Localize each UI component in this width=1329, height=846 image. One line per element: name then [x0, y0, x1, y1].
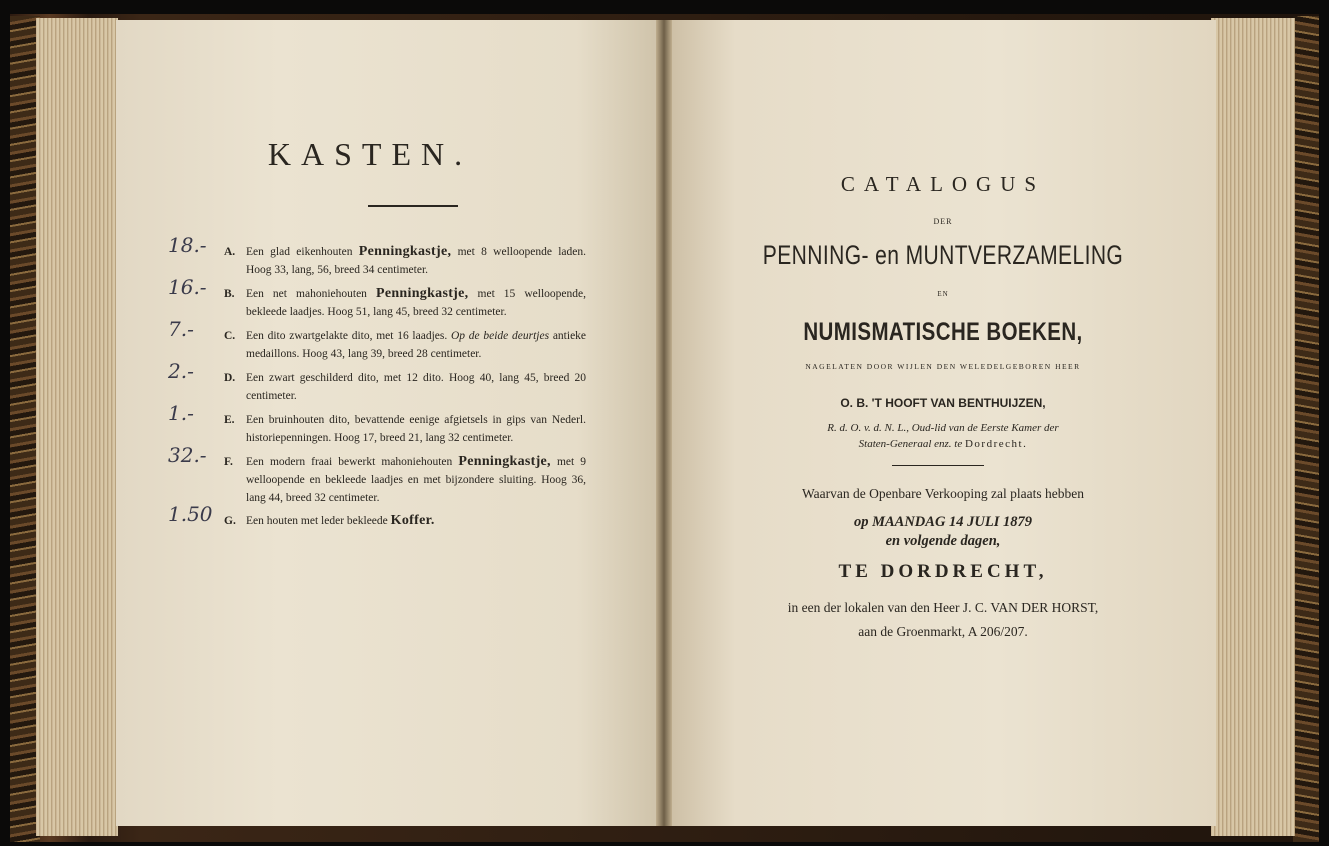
auction-date: op MAANDAG 14 JULI 1879 en volgende dagen,: [853, 514, 1033, 549]
auction-notice: Waarvan de Openbare Verkooping zal plaats hebben: [801, 486, 1085, 501]
entry-text: Een modern fraai bewerkt mahoniehouten Penningkastje, met 9 welloopende en bekleede laadjes en met bijzondere sluiting. Hoog 36, lang 44, breed 32 centimeter.: [246, 454, 587, 504]
page-edges-left: [36, 18, 118, 836]
nagelaten-line: NAGELATEN DOOR WIJLEN DEN WELEDELGEBOREN HEER: [805, 362, 1081, 371]
entry-text: Een zwart geschilderd dito, met 12 dito. Hoog 40, lang 45, breed 20 centimeter.: [246, 372, 586, 402]
entry-letter: A.: [224, 246, 236, 258]
page-edges-right: [1211, 18, 1295, 836]
handwritten-price: 7.-: [168, 317, 194, 341]
entry-letter: D.: [224, 372, 236, 384]
entry-letter: E.: [224, 414, 235, 426]
owner-name: O. B. 'T HOOFT VAN BENTHUIJZEN,: [840, 396, 1046, 410]
entry-letter: B.: [224, 288, 235, 300]
entry-text: Een glad eikenhouten Penningkastje, met 8 welloopende laden. Hoog 33, lang, 56, breed 34 centimeter.: [246, 244, 586, 276]
entry-letter: F.: [224, 456, 233, 468]
divider-rule: [892, 465, 984, 466]
entry-letter: G.: [224, 515, 236, 527]
handwritten-price: 32.-: [168, 443, 207, 467]
handwritten-price: 1.50: [168, 502, 213, 526]
der-label: DER: [933, 217, 953, 226]
en-label: EN: [937, 290, 949, 298]
entry-text: Een houten met leder bekleede Koffer.: [246, 513, 435, 528]
entry-text: Een dito zwartgelakte dito, met 16 laadjes. Op de beide deurtjes antieke medaillons. Hoog 43, lang 39, breed 28 centimeter.: [246, 330, 587, 360]
handwritten-price: 16.-: [168, 275, 207, 299]
penning-heading: PENNING- en MUNTVERZAMELING: [762, 240, 1124, 270]
entry-text: Een net mahoniehouten Penningkastje, met 15 welloopende, bekleede laadjes. Hoog 51, lang 45, breed 32 centimeter.: [246, 286, 586, 318]
te-dordrecht: TE DORDRECHT,: [838, 561, 1048, 582]
marbled-cover-right: [1293, 16, 1319, 842]
handwritten-price: 2.-: [168, 359, 194, 383]
catalogus-title: CATALOGUS: [840, 172, 1046, 196]
title-rule: [368, 205, 458, 207]
entry-text: Een bruinhouten dito, bevattende eenige afgietsels in gips van Nederl. historiepenningen. Hoog 17, breed 21, lang 32 centimeter.: [246, 414, 586, 444]
section-title: KASTEN.: [267, 136, 473, 172]
handwritten-price: 18.-: [168, 233, 207, 257]
auction-location: in een der lokalen van den Heer J. C. VAN DER HORST, aan de Groenmarkt, A 206/207.: [787, 600, 1099, 639]
owner-titles: R. d. O. v. d. N. L., Oud-lid van de Eerste Kamer der Staten-Generaal enz. te Dordrecht.: [827, 422, 1059, 450]
handwritten-price: 1.-: [168, 401, 194, 425]
entry-letter: C.: [224, 330, 236, 342]
numismatische-heading: NUMISMATISCHE BOEKEN,: [803, 318, 1083, 346]
